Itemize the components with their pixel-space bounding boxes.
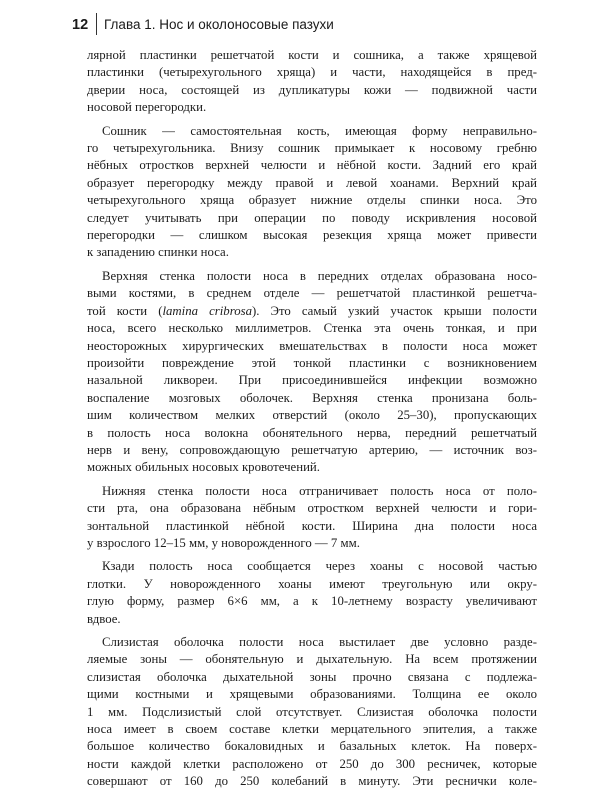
text-line: ляемые зоны — обонятельную и дыхательную. На всем протяжении (87, 652, 537, 667)
chapter-title: Глава 1. Нос и околоносовые пазухи (104, 17, 334, 32)
text-line: у взрослого 12–15 мм, у новорожденного — 7 мм. (87, 535, 360, 550)
text-line: можных обильных носовых кровотечений. (87, 460, 320, 475)
text-line: четырехугольного хряща образует нижние отделы спинки носа. Это (87, 193, 537, 208)
header-divider (96, 13, 97, 35)
text-line: назальной ликвореи. При присоединившейся инфекции возможно (87, 373, 537, 388)
text-line: нерв и вену, сопровождающую решетчатую артерию, — источник воз- (87, 442, 537, 457)
text-line: глотки. У новорожденного хоаны имеют треугольную или окру- (87, 576, 537, 591)
text-line: к западению спинки носа. (87, 245, 229, 260)
text-line: го четырехугольника. Внизу сошник примыкает к носовому гребню (87, 141, 537, 156)
text-line: слизистая оболочка дыхательной зоны прочно связана с подлежа- (87, 669, 537, 684)
text-line: выми костями, в среднем отделе — решетчатой пластинкой решетча- (87, 286, 537, 301)
text-line: воспаление мозговых оболочек. Верхняя стенка пронизана боль- (87, 390, 537, 405)
text-line: следует учитывать при операции по поводу искривления носовой (87, 210, 537, 225)
text-line: в полость носа волокна обонятельного нерва, передний решетчатый (87, 425, 537, 440)
text-line: вдвое. (87, 611, 121, 626)
page-number: 12 (72, 17, 89, 33)
text-line: нёбных отростков верхней челюсти и нёбной кости. Задний его край (87, 158, 537, 173)
text-line: Кзади полость носа сообщается через хоаны с носовой частью (102, 559, 537, 574)
text-line: носовой перегородки. (87, 100, 207, 115)
text-line: большое количество бокаловидных и базальных клеток. На поверх- (87, 739, 537, 754)
text-line: перегородки — слишком высокая резекция хряща может привести (87, 228, 537, 243)
text-line: Слизистая оболочка полости носа выстилает две условно разде- (102, 635, 537, 649)
text-line: лярной пластинки решетчатой кости и сошника, а также хрящевой (87, 48, 537, 62)
text-line: образует перегородку между правой и левой хоанами. Верхний край (87, 175, 537, 190)
running-header (0, 0, 600, 48)
text-line: дверии носа, состоящей из дупликатуры кожи — подвижной части (87, 82, 537, 97)
text-line: носа имеет в своем составе клетки мерцательного эпителия, а также (87, 722, 537, 737)
text-line: той кости (lamina cribrosa). Это самый узкий участок крыши полости (87, 303, 537, 318)
text-line: пластинки (четырехугольного хряща) и части, находящейся в пред- (87, 65, 537, 80)
text-line: сти рта, она образована нёбным отростком верхней челюсти и гори- (87, 501, 537, 516)
text-line: произойти повреждение этой тонкой пластинки с возникновением (87, 355, 537, 370)
text-line: Сошник — самостоятельная кость, имеющая форму неправильно- (102, 123, 537, 138)
text-line: шим количеством мелких отверстий (около 25–30), пропускающих (87, 408, 537, 423)
text-line: ности каждой клетки расположено от 250 до 300 ресничек, которые (87, 756, 537, 771)
text-line: Верхняя стенка полости носа в передних отделах образована носо- (102, 268, 537, 283)
text-line: зонтальной пластинкой нёбной кости. Ширина дна полости носа (87, 518, 537, 533)
text-line: 1 мм. Подслизистый слой отсутствует. Слизистая оболочка полости (87, 704, 537, 719)
text-line: щими костными и хрящевыми образованиями. Толщина ее около (87, 687, 537, 702)
body-text (87, 47, 537, 791)
text-line: совершают от 160 до 250 колебаний в минуту. Эти реснички коле- (87, 774, 537, 789)
text-line: носа, всего несколько миллиметров. Стенка эта очень тонкая, и при (87, 321, 537, 336)
text-line: неосторожных хирургических вмешательствах в полости носа может (87, 338, 537, 353)
text-line: Нижняя стенка полости носа отграничивает полость носа от поло- (102, 483, 537, 498)
latin-term: lamina cribrosa (162, 303, 252, 318)
text-line: глую форму, размер 6×6 мм, а к 10-летнему возрасту увеличивают (87, 594, 537, 609)
